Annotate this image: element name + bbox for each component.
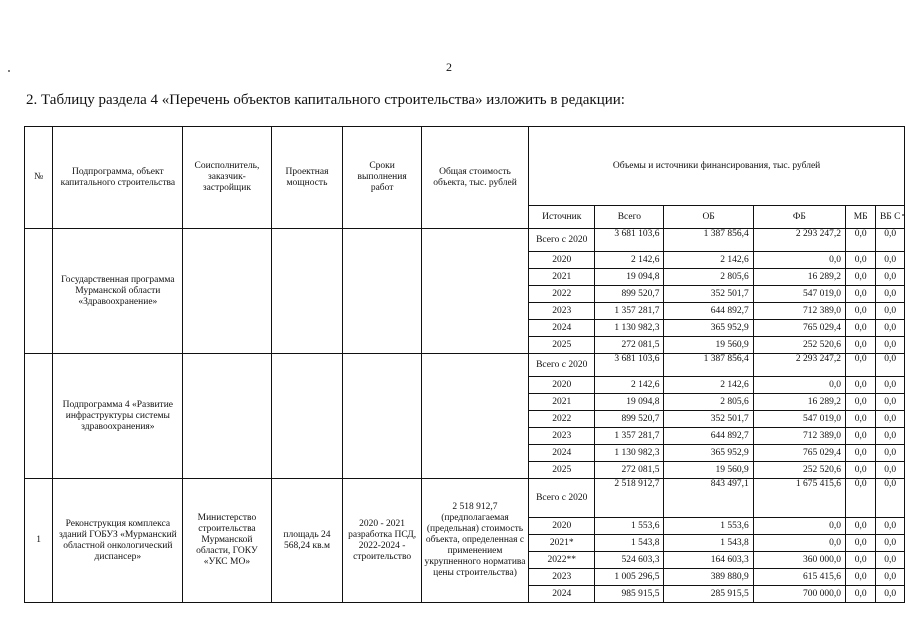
fb-cell: 712 389,0 bbox=[753, 428, 845, 445]
ob-cell: 2 805,6 bbox=[664, 269, 753, 286]
ob-cell: 2 805,6 bbox=[664, 394, 753, 411]
vbs-cell: 0,0 bbox=[876, 518, 905, 535]
vbs-cell: 0,0 bbox=[876, 269, 905, 286]
fb-cell: 547 019,0 bbox=[753, 286, 845, 303]
ob-cell: 365 952,9 bbox=[664, 320, 753, 337]
object-capacity bbox=[271, 354, 343, 479]
vbs-cell: 0,0 bbox=[876, 286, 905, 303]
ob-cell: 2 142,6 bbox=[664, 377, 753, 394]
fb-cell: 0,0 bbox=[753, 535, 845, 552]
fb-cell: 547 019,0 bbox=[753, 411, 845, 428]
ob-cell: 644 892,7 bbox=[664, 428, 753, 445]
object-cost bbox=[421, 354, 528, 479]
header-subprogram: Подпрограмма, объект капитального строительства bbox=[53, 127, 183, 229]
mb-cell: 0,0 bbox=[845, 354, 875, 377]
ob-cell: 352 501,7 bbox=[664, 286, 753, 303]
source-cell: 2023 bbox=[529, 569, 595, 586]
mb-cell: 0,0 bbox=[845, 303, 875, 320]
vbs-cell: 0,0 bbox=[876, 303, 905, 320]
source-cell: 2023 bbox=[529, 303, 595, 320]
source-cell: 2024 bbox=[529, 445, 595, 462]
vbs-cell: 0,0 bbox=[876, 535, 905, 552]
mb-cell: 0,0 bbox=[845, 252, 875, 269]
mb-cell: 0,0 bbox=[845, 552, 875, 569]
object-terms: 2020 - 2021 разработка ПСД, 2022-2024 - строительство bbox=[343, 479, 421, 603]
source-cell: 2023 bbox=[529, 428, 595, 445]
page-number: 2 bbox=[446, 60, 452, 74]
fb-cell: 0,0 bbox=[753, 252, 845, 269]
table-row bbox=[25, 229, 905, 252]
header-cost: Общая стоимость объекта, тыс. рублей bbox=[421, 127, 528, 229]
row-number bbox=[25, 229, 53, 354]
scan-speck bbox=[8, 70, 10, 72]
total-cell: 272 081,5 bbox=[595, 337, 664, 354]
vbs-cell: 0,0 bbox=[876, 569, 905, 586]
mb-cell: 0,0 bbox=[845, 428, 875, 445]
ob-cell: 285 915,5 bbox=[664, 586, 753, 603]
source-cell: 2021* bbox=[529, 535, 595, 552]
source-cell: Всего с 2020 bbox=[529, 354, 595, 377]
vbs-cell: 0,0 bbox=[876, 394, 905, 411]
fb-cell: 712 389,0 bbox=[753, 303, 845, 320]
ob-cell: 389 880,9 bbox=[664, 569, 753, 586]
mb-cell: 0,0 bbox=[845, 411, 875, 428]
source-cell: 2020 bbox=[529, 377, 595, 394]
fb-cell: 252 520,6 bbox=[753, 462, 845, 479]
object-name: Реконструкция комплекса зданий ГОБУЗ «Мурманский областной онкологический диспансер» bbox=[53, 479, 183, 603]
ob-cell: 1 387 856,4 bbox=[664, 354, 753, 377]
total-cell: 3 681 103,6 bbox=[595, 229, 664, 252]
header-source: Источник bbox=[529, 206, 595, 229]
vbs-cell: 0,0 bbox=[876, 428, 905, 445]
header-row bbox=[25, 127, 905, 206]
mb-cell: 0,0 bbox=[845, 518, 875, 535]
source-cell: 2025 bbox=[529, 462, 595, 479]
source-cell: 2025 bbox=[529, 337, 595, 354]
total-cell: 1 130 982,3 bbox=[595, 320, 664, 337]
source-cell: 2024 bbox=[529, 586, 595, 603]
object-executor bbox=[183, 229, 271, 354]
source-cell: 2020 bbox=[529, 252, 595, 269]
ob-cell: 164 603,3 bbox=[664, 552, 753, 569]
vbs-cell: 0,0 bbox=[876, 411, 905, 428]
ob-cell: 19 560,9 bbox=[664, 337, 753, 354]
fb-cell: 0,0 bbox=[753, 377, 845, 394]
table-row bbox=[25, 354, 905, 377]
source-cell: 2022 bbox=[529, 411, 595, 428]
mb-cell: 0,0 bbox=[845, 286, 875, 303]
mb-cell: 0,0 bbox=[845, 320, 875, 337]
total-cell: 524 603,3 bbox=[595, 552, 664, 569]
fb-cell: 765 029,4 bbox=[753, 445, 845, 462]
vbs-cell: 0,0 bbox=[876, 462, 905, 479]
fb-cell: 765 029,4 bbox=[753, 320, 845, 337]
capital-objects-table bbox=[24, 126, 905, 603]
fb-cell: 700 000,0 bbox=[753, 586, 845, 603]
header-vbs: ВБ С bbox=[876, 206, 905, 229]
fb-cell: 615 415,6 bbox=[753, 569, 845, 586]
fb-cell: 16 289,2 bbox=[753, 394, 845, 411]
object-cost bbox=[421, 229, 528, 354]
total-cell: 899 520,7 bbox=[595, 411, 664, 428]
total-cell: 1 005 296,5 bbox=[595, 569, 664, 586]
ob-cell: 1 387 856,4 bbox=[664, 229, 753, 252]
header-capacity: Проектная мощность bbox=[271, 127, 343, 229]
header-mb: МБ bbox=[845, 206, 875, 229]
ob-cell: 1 553,6 bbox=[664, 518, 753, 535]
mb-cell: 0,0 bbox=[845, 586, 875, 603]
fb-cell: 2 293 247,2 bbox=[753, 229, 845, 252]
fb-cell: 2 293 247,2 bbox=[753, 354, 845, 377]
total-cell: 1 543,8 bbox=[595, 535, 664, 552]
source-cell: 2022 bbox=[529, 286, 595, 303]
vbs-cell: 0,0 bbox=[876, 552, 905, 569]
fb-cell: 16 289,2 bbox=[753, 269, 845, 286]
source-cell: Всего с 2020 bbox=[529, 229, 595, 252]
mb-cell: 0,0 bbox=[845, 535, 875, 552]
total-cell: 1 553,6 bbox=[595, 518, 664, 535]
header-num: № bbox=[25, 127, 53, 229]
total-cell: 2 142,6 bbox=[595, 252, 664, 269]
mb-cell: 0,0 bbox=[845, 479, 875, 518]
source-cell: 2020 bbox=[529, 518, 595, 535]
object-terms bbox=[343, 354, 421, 479]
total-cell: 1 357 281,7 bbox=[595, 303, 664, 320]
header-executor: Соисполнитель, заказчик-застройщик bbox=[183, 127, 271, 229]
total-cell: 2 142,6 bbox=[595, 377, 664, 394]
object-cost: 2 518 912,7 (предполагаемая (предельная) стоимость объекта, определенная с применением укрупненного норматива цены строительства) bbox=[421, 479, 528, 603]
table-row bbox=[25, 479, 905, 518]
total-cell: 899 520,7 bbox=[595, 286, 664, 303]
total-cell: 272 081,5 bbox=[595, 462, 664, 479]
vbs-cell: 0,0 bbox=[876, 377, 905, 394]
header-fb: ФБ bbox=[753, 206, 845, 229]
ob-cell: 352 501,7 bbox=[664, 411, 753, 428]
row-number: 1 bbox=[25, 479, 53, 603]
vbs-cell: 0,0 bbox=[876, 586, 905, 603]
total-cell: 1 357 281,7 bbox=[595, 428, 664, 445]
object-capacity bbox=[271, 229, 343, 354]
fb-cell: 360 000,0 bbox=[753, 552, 845, 569]
header-volumes: Объемы и источники финансирования, тыс. рублей bbox=[529, 127, 905, 206]
header-ob: ОБ bbox=[664, 206, 753, 229]
source-cell: 2021 bbox=[529, 394, 595, 411]
total-cell: 19 094,8 bbox=[595, 269, 664, 286]
fb-cell: 0,0 bbox=[753, 518, 845, 535]
source-cell: 2022** bbox=[529, 552, 595, 569]
vbs-cell: 0,0 bbox=[876, 229, 905, 252]
ob-cell: 1 543,8 bbox=[664, 535, 753, 552]
total-cell: 2 518 912,7 bbox=[595, 479, 664, 518]
ob-cell: 644 892,7 bbox=[664, 303, 753, 320]
mb-cell: 0,0 bbox=[845, 445, 875, 462]
fb-cell: 1 675 415,6 bbox=[753, 479, 845, 518]
ob-cell: 2 142,6 bbox=[664, 252, 753, 269]
header-total: Всего bbox=[595, 206, 664, 229]
ob-cell: 365 952,9 bbox=[664, 445, 753, 462]
total-cell: 1 130 982,3 bbox=[595, 445, 664, 462]
ob-cell: 843 497,1 bbox=[664, 479, 753, 518]
vbs-cell: 0,0 bbox=[876, 479, 905, 518]
object-terms bbox=[343, 229, 421, 354]
vbs-cell: 0,0 bbox=[876, 337, 905, 354]
mb-cell: 0,0 bbox=[845, 394, 875, 411]
vbs-cell: 0,0 bbox=[876, 445, 905, 462]
object-executor bbox=[183, 354, 271, 479]
mb-cell: 0,0 bbox=[845, 569, 875, 586]
row-number bbox=[25, 354, 53, 479]
mb-cell: 0,0 bbox=[845, 462, 875, 479]
mb-cell: 0,0 bbox=[845, 269, 875, 286]
fb-cell: 252 520,6 bbox=[753, 337, 845, 354]
source-cell: 2024 bbox=[529, 320, 595, 337]
total-cell: 19 094,8 bbox=[595, 394, 664, 411]
mb-cell: 0,0 bbox=[845, 377, 875, 394]
ob-cell: 19 560,9 bbox=[664, 462, 753, 479]
object-capacity: площадь 24 568,24 кв.м bbox=[271, 479, 343, 603]
section-heading: 2. Таблицу раздела 4 «Перечень объектов капитального строительства» изложить в редакции: bbox=[26, 92, 625, 108]
mb-cell: 0,0 bbox=[845, 229, 875, 252]
vbs-cell: 0,0 bbox=[876, 354, 905, 377]
vbs-cell: 0,0 bbox=[876, 252, 905, 269]
total-cell: 985 915,5 bbox=[595, 586, 664, 603]
object-executor: Министерство строительства Мурманской области, ГОКУ «УКС МО» bbox=[183, 479, 271, 603]
source-cell: Всего с 2020 bbox=[529, 479, 595, 518]
vbs-cell: 0,0 bbox=[876, 320, 905, 337]
source-cell: 2021 bbox=[529, 269, 595, 286]
object-name: Подпрограмма 4 «Развитие инфраструктуры системы здравоохранения» bbox=[53, 354, 183, 479]
mb-cell: 0,0 bbox=[845, 337, 875, 354]
total-cell: 3 681 103,6 bbox=[595, 354, 664, 377]
object-name: Государственная программа Мурманской области «Здравоохранение» bbox=[53, 229, 183, 354]
header-terms: Сроки выполнения работ bbox=[343, 127, 421, 229]
